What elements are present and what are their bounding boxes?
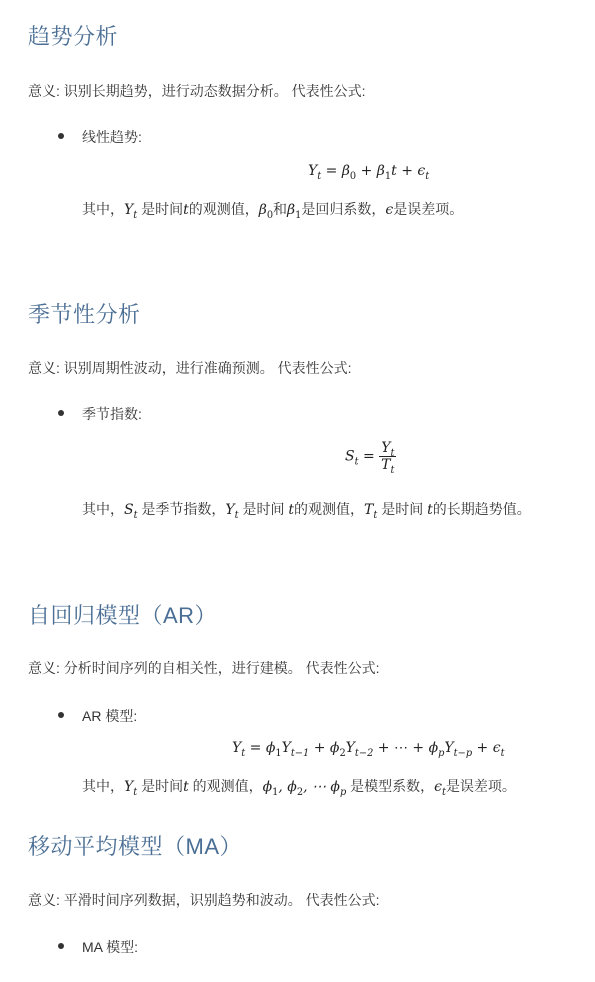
section-title-ar: 自回归模型（AR） (28, 603, 218, 628)
formula-note-seasonal: 其中，$S_t$ 是季节指数，$Y_t$ 是时间 t的观测值，$T_t$ 是时间 t的长期趋势值。 (82, 501, 531, 521)
formula-note-trend: 其中，$Y_t$ 是时间t的观测值，$\beta_0$和$\beta_1$是回归系数，ϵ是误差项。 (82, 201, 464, 221)
list-item-linear-trend: 线性趋势: (82, 129, 142, 145)
list-item-ma-model: MA 模型: (82, 939, 139, 955)
section-meaning-ma: 意义: 平滑时间序列数据，识别趋势和波动。 代表性公式: (28, 892, 380, 908)
section-meaning-trend: 意义: 识别长期趋势，进行动态数据分析。 代表性公式: (28, 83, 366, 99)
section-meaning-seasonal: 意义: 识别周期性波动，进行准确预测。 代表性公式: (28, 360, 352, 376)
formula-linear-trend: $Y_t = \beta_0 + \beta_1t + \epsilon_t$ (308, 163, 430, 182)
bullet (58, 712, 64, 718)
list-item-seasonal-index: 季节指数: (82, 406, 142, 422)
bullet (58, 133, 64, 139)
formula-ar-model: $Y_t = \phi_1Y_{t-1} + \phi_2Y_{t-2}$ + ⋯ + $\phi_pY_{t-p} + \epsilon_t$ (232, 740, 505, 759)
bullet (58, 410, 64, 416)
section-title-trend: 趋势分析 (28, 24, 119, 49)
list-item-ar-model: AR 模型: (82, 708, 138, 724)
section-meaning-ar: 意义: 分析时间序列的自相关性，进行建模。 代表性公式: (28, 660, 380, 676)
formula-note-ar: 其中，$Y_t$ 是时间t 的观测值，$\phi_1$, $\phi_2$, ⋯ $\phi_p$ 是模型系数，$\epsilon_t$是误差项。 (82, 778, 516, 798)
section-title-seasonal: 季节性分析 (28, 302, 141, 327)
formula-seasonal-index: $S_t$ = $\frac{Y_t}{T_t}$ (345, 440, 395, 476)
bullet (58, 943, 64, 949)
section-title-ma: 移动平均模型（MA） (28, 834, 243, 859)
